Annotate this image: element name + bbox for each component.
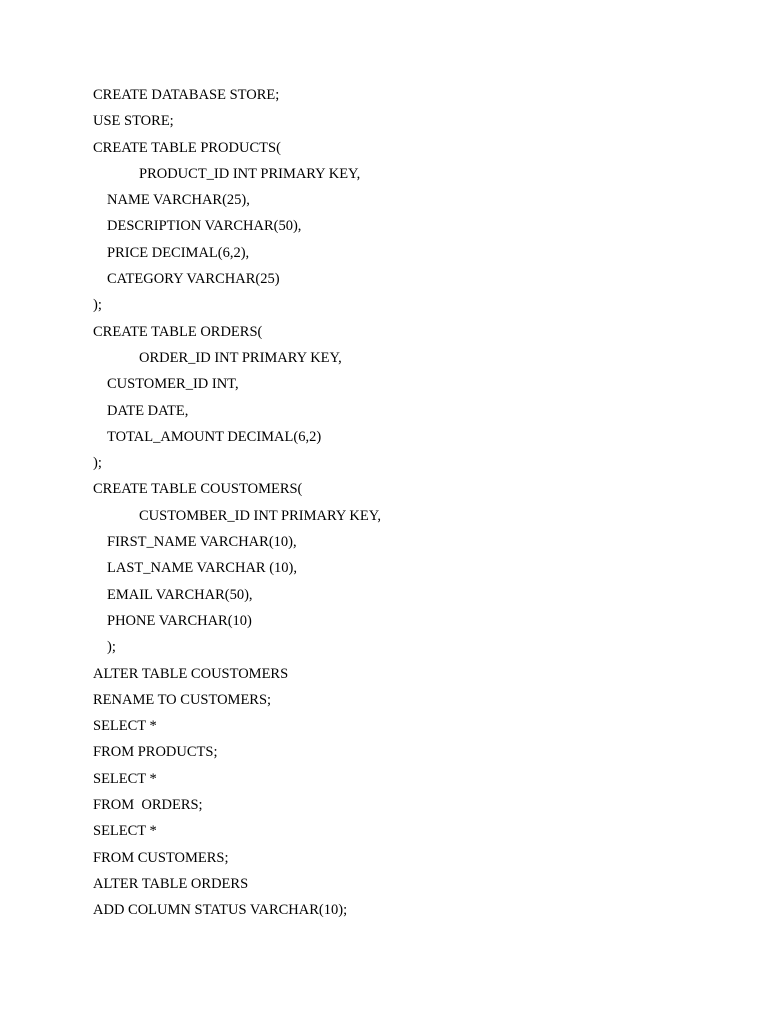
code-line: ); bbox=[107, 639, 116, 656]
code-line: FROM CUSTOMERS; bbox=[93, 849, 229, 866]
sql-script-body bbox=[93, 82, 713, 924]
code-line: NAME VARCHAR(25), bbox=[107, 192, 250, 209]
code-line: FROM PRODUCTS; bbox=[93, 744, 218, 761]
code-line: CREATE TABLE COUSTOMERS( bbox=[93, 481, 303, 498]
code-line: SELECT * bbox=[93, 823, 157, 840]
code-line: CATEGORY VARCHAR(25) bbox=[107, 271, 280, 288]
code-line: PRICE DECIMAL(6,2), bbox=[107, 244, 250, 261]
code-line: DESCRIPTION VARCHAR(50), bbox=[107, 218, 302, 235]
code-line: USE STORE; bbox=[93, 113, 174, 130]
code-line: SELECT * bbox=[93, 770, 157, 787]
code-line: TOTAL_AMOUNT DECIMAL(6,2) bbox=[107, 428, 322, 445]
code-line: ); bbox=[93, 297, 102, 314]
code-line: ORDER_ID INT PRIMARY KEY, bbox=[139, 349, 342, 366]
code-line: CUSTOMER_ID INT, bbox=[107, 376, 239, 393]
code-line: EMAIL VARCHAR(50), bbox=[107, 586, 253, 603]
code-line: RENAME TO CUSTOMERS; bbox=[93, 691, 272, 708]
code-line: ADD COLUMN STATUS VARCHAR(10); bbox=[93, 902, 348, 919]
code-line: FROM ORDERS; bbox=[93, 797, 203, 814]
code-line: ); bbox=[93, 455, 102, 472]
code-line: CREATE TABLE ORDERS( bbox=[93, 323, 263, 340]
code-line: LAST_NAME VARCHAR (10), bbox=[107, 560, 297, 577]
code-line: CUSTOMBER_ID INT PRIMARY KEY, bbox=[139, 507, 381, 524]
code-line: ALTER TABLE COUSTOMERS bbox=[93, 665, 289, 682]
code-line: DATE DATE, bbox=[107, 402, 189, 419]
code-line: PHONE VARCHAR(10) bbox=[107, 612, 252, 629]
code-line: PRODUCT_ID INT PRIMARY KEY, bbox=[139, 165, 361, 182]
code-line: SELECT * bbox=[93, 718, 157, 735]
code-line: ALTER TABLE ORDERS bbox=[93, 875, 249, 892]
code-line: CREATE TABLE PRODUCTS( bbox=[93, 139, 281, 156]
code-line: CREATE DATABASE STORE; bbox=[93, 87, 280, 103]
code-line: FIRST_NAME VARCHAR(10), bbox=[107, 534, 297, 551]
